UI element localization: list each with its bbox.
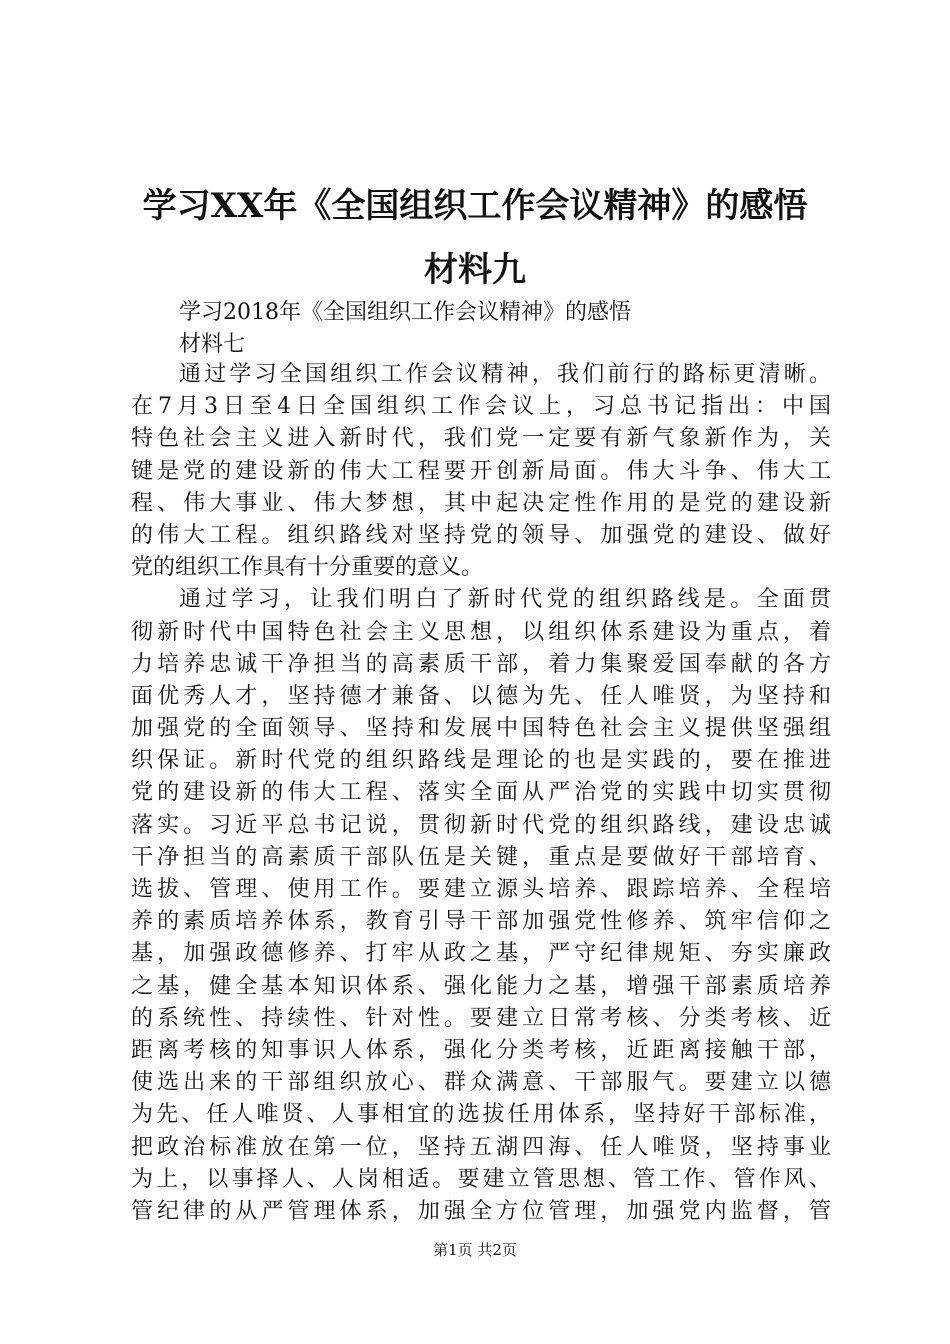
body-line: 为先、任人唯贤、人事相宜的选拔任用体系，坚持好干部标准，	[131, 1102, 831, 1128]
document-subtitle-line-1: 学习2018年《全国组织工作会议精神》的感悟	[179, 300, 631, 325]
body-line: 养的素质培养体系，教育引导干部加强党性修养、筑牢信仰之	[131, 909, 831, 935]
body-line: 把政治标准放在第一位，坚持五湖四海、任人唯贤，坚持事业	[131, 1134, 831, 1160]
body-line: 加强党的全面领导、坚持和发展中国特色社会主义提供坚强组	[131, 716, 831, 742]
document-title-line-1: 学习XX年《全国组织工作会议精神》的感悟	[142, 186, 808, 226]
body-line: 力培养忠诚干净担当的高素质干部，着力集聚爱国奉献的各方	[131, 651, 831, 677]
body-line: 使选出来的干部组织放心、群众满意、干部服气。要建立以德	[131, 1070, 831, 1096]
document-title-line-2: 材料九	[424, 250, 526, 290]
body-line: 程、伟大事业、伟大梦想，其中起决定性作用的是党的建设新	[131, 490, 831, 516]
body-line: 彻新时代中国特色社会主义思想，以组织体系建设为重点，着	[131, 619, 831, 645]
body-line: 党的组织工作具有十分重要的意义。	[131, 555, 484, 581]
body-line: 干净担当的高素质干部队伍是关键，重点是要做好干部培育、	[131, 844, 831, 870]
body-line: 特色社会主义进入新时代，我们党一定要有新气象新作为，关	[131, 426, 831, 452]
body-line: 通过学习，让我们明白了新时代党的组织路线是。全面贯	[179, 587, 831, 613]
body-line: 党的建设新的伟大工程、落实全面从严治党的实践中切实贯彻	[131, 780, 831, 806]
body-line: 之基，健全基本知识体系、强化能力之基，增强干部素质培养	[131, 973, 831, 999]
body-line: 在7月3日至4日全国组织工作会议上，习总书记指出：中国	[131, 394, 831, 420]
body-line: 通过学习全国组织工作会议精神，我们前行的路标更清晰。	[179, 362, 831, 387]
body-line: 为上，以事择人、人岗相适。要建立管思想、管工作、管作风、	[131, 1166, 831, 1192]
body-line: 距离考核的知事识人体系，强化分类考核，近距离接触干部，	[131, 1037, 831, 1063]
body-line: 管纪律的从严管理体系，加强全方位管理，加强党内监督，管	[131, 1198, 831, 1224]
body-line: 选拔、管理、使用工作。要建立源头培养、跟踪培养、全程培	[131, 877, 831, 902]
body-line: 基，加强政德修养、打牢从政之基，严守纪律规矩、夯实廉政	[131, 941, 831, 967]
body-line: 落实。习近平总书记说，贯彻新时代党的组织路线，建设忠诚	[131, 812, 831, 838]
document-body	[131, 359, 831, 1228]
body-line: 的系统性、持续性、针对性。要建立日常考核、分类考核、近	[131, 1005, 831, 1031]
body-line: 面优秀人才，坚持德才兼备、以德为先、任人唯贤，为坚持和	[131, 683, 831, 709]
body-line: 的伟大工程。组织路线对坚持党的领导、加强党的建设、做好	[131, 522, 831, 548]
body-line: 织保证。新时代党的组织路线是理论的也是实践的，要在推进	[131, 748, 831, 774]
body-line: 键是党的建设新的伟大工程要开创新局面。伟大斗争、伟大工	[131, 458, 831, 484]
document-subtitle-line-2: 材料七	[179, 332, 246, 357]
page-footer: 第1页 共2页	[433, 1241, 517, 1259]
